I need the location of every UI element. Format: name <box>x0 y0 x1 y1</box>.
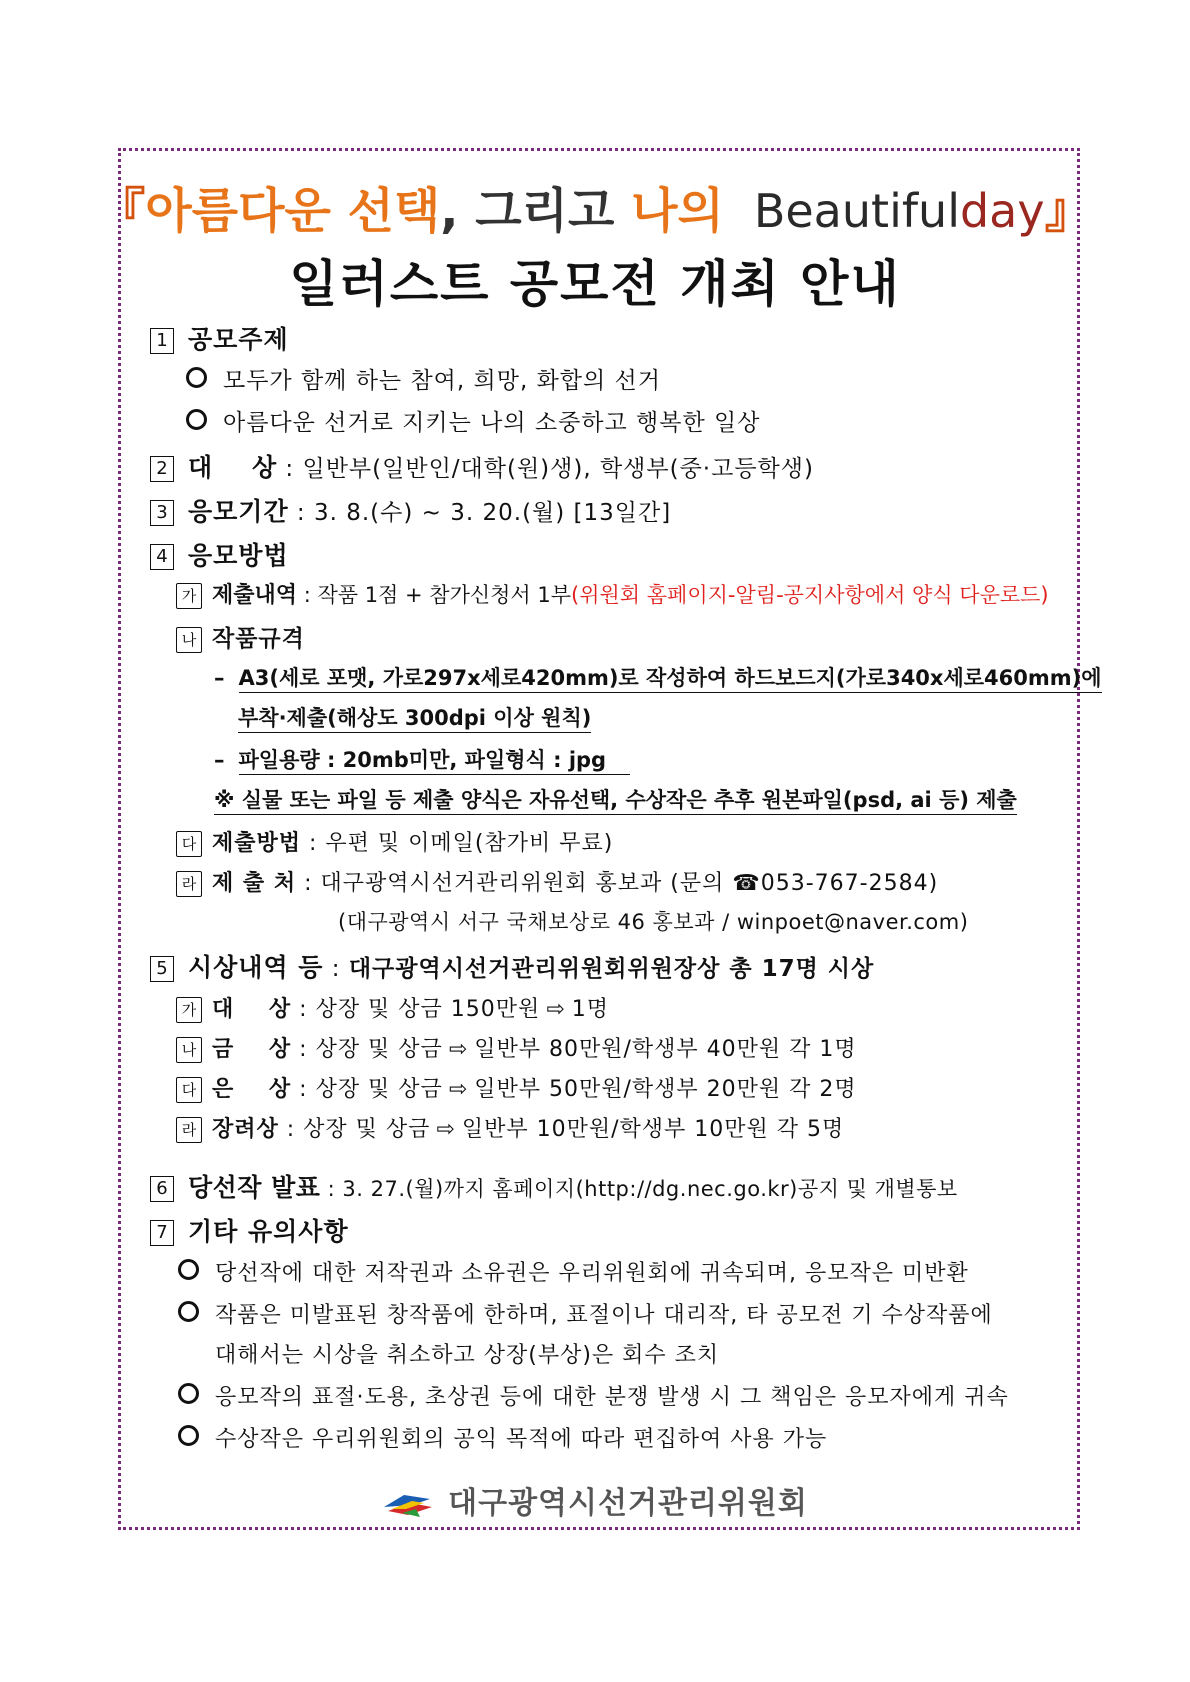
award-colon: : <box>278 1117 304 1142</box>
bullet-text: 아름다운 선거로 지키는 나의 소중하고 행복한 일상 <box>223 410 761 436</box>
section-2-text: 일반부(일반인/대학(원)생), 학생부(중·고등학생) <box>302 456 814 482</box>
title-bracket-open: 『 <box>97 183 146 239</box>
circle-bullet-icon <box>186 367 207 388</box>
section-2-number: 2 <box>150 456 174 482</box>
title-part1: 아름다운 선택 <box>145 183 441 239</box>
section-7-title: 기타 유의사항 <box>188 1217 349 1246</box>
circle-bullet-icon <box>186 409 207 430</box>
section-4-ra <box>176 866 938 897</box>
mark-da: 다 <box>176 831 202 857</box>
award-prize: 상장 및 상금 <box>303 1117 431 1142</box>
award-colon: : <box>291 1077 316 1102</box>
title-beautiful-text: Beautiful <box>753 184 960 238</box>
title-comma: , <box>440 183 476 239</box>
na-line-1b-text: 부착·제출(해상도 300dpi 이상 원칙) <box>238 706 591 733</box>
arrow-right-icon: ⇨ <box>436 1117 456 1142</box>
section-7-bullet-2 <box>178 1298 993 1329</box>
award-detail: 1명 <box>571 997 609 1022</box>
section-6-number: 6 <box>150 1176 174 1202</box>
section-2 <box>150 448 814 484</box>
s5-colon: : <box>323 956 349 982</box>
section-5-heading <box>150 948 874 984</box>
title-line-2: 일러스트 공모전 개최 안내 <box>289 255 901 313</box>
title-part2: 그리고 <box>475 183 632 239</box>
section-6 <box>150 1168 958 1204</box>
section-1-title: 공모주제 <box>188 325 289 354</box>
na-line-1 <box>214 662 1102 692</box>
award-prize: 상장 및 상금 <box>315 1037 443 1062</box>
award-label: 금 상 <box>212 1037 292 1062</box>
section-7-bullet-2-cont: 대해서는 시상을 취소하고 상장(부상)은 회수 조치 <box>215 1343 720 1368</box>
award-detail: 일반부 50만원/학생부 20만원 각 2명 <box>474 1077 857 1102</box>
award-silver <box>176 1072 857 1103</box>
dash-2: – <box>214 748 225 772</box>
mark-ra: 라 <box>176 871 202 897</box>
section-7-bullet-3 <box>178 1380 1009 1411</box>
arrow-right-icon: ⇨ <box>448 1037 469 1062</box>
title-day: day <box>959 184 1045 238</box>
arrow-right-icon: ⇨ <box>546 997 566 1022</box>
award-prize: 상장 및 상금 150만원 <box>315 997 541 1022</box>
section-2-colon: : <box>277 456 303 482</box>
dash-1: – <box>214 666 225 690</box>
na-label: 작품규격 <box>212 626 305 652</box>
bullet-text: 응모작의 표절·도용, 초상권 등에 대한 분쟁 발생 시 그 책임은 응모자에게 귀속 <box>215 1385 1009 1410</box>
section-5-text: 대구광역시선거관리위원회위원장상 총 17명 시상 <box>348 956 875 982</box>
section-1-number: 1 <box>150 328 174 354</box>
circle-bullet-icon <box>178 1259 199 1280</box>
section-5-number: 5 <box>150 956 174 982</box>
ra-address: (대구광역시 서구 국채보상로 46 홍보과 / winpoet@naver.com) <box>338 910 969 934</box>
s6-colon: : <box>320 1177 343 1201</box>
arrow-right-icon: ⇨ <box>448 1077 469 1102</box>
da-text: 우편 및 이메일(참가비 무료) <box>325 831 614 856</box>
mark-ga: 가 <box>176 997 202 1023</box>
ra-label: 제 출 처 <box>212 871 297 896</box>
award-detail: 일반부 80만원/학생부 40만원 각 1명 <box>474 1037 857 1062</box>
section-1-bullet-2 <box>186 404 760 437</box>
na-line-1-text: A3(세로 포맷, 가로297x세로420mm)로 작성하여 하드보드지(가로340x세로460mm)에 <box>239 666 1102 693</box>
section-3-colon: : <box>288 500 314 526</box>
bullet-text: 당선작에 대한 저작권과 소유권은 우리위원회에 귀속되며, 응모작은 미반환 <box>215 1261 969 1286</box>
award-prize: 상장 및 상금 <box>315 1077 443 1102</box>
title-bracket-close: 』 <box>1044 183 1093 239</box>
award-gold <box>176 1032 857 1063</box>
section-4-heading <box>150 536 289 572</box>
da-label: 제출방법 <box>212 831 302 856</box>
section-4-number: 4 <box>150 544 174 570</box>
section-4-da <box>176 826 613 857</box>
footer-org <box>0 1478 1190 1522</box>
mark-da: 다 <box>176 1077 202 1103</box>
mark-na: 나 <box>176 1037 202 1063</box>
section-3-title: 응모기간 <box>188 497 289 526</box>
award-encouragement <box>176 1112 844 1143</box>
section-7-bullet-1 <box>178 1256 969 1287</box>
title-part3: 나의 <box>631 183 724 239</box>
da-colon: : <box>301 831 326 856</box>
section-3-text: 3. 8.(수) ~ 3. 20.(월) [13일간] <box>313 500 672 526</box>
title-line-1 <box>0 172 1190 241</box>
award-grand <box>176 992 609 1023</box>
bullet-text: 작품은 미발표된 창작품에 한하며, 표절이나 대리작, 타 공모전 기 수상작품에 <box>215 1303 993 1328</box>
ga-label: 제출내역 <box>212 583 298 608</box>
award-colon: : <box>291 997 316 1022</box>
award-label: 장려상 <box>212 1117 279 1142</box>
section-4-title: 응모방법 <box>188 541 289 570</box>
section-6-title: 당선작 발표 <box>188 1173 321 1202</box>
section-7-heading <box>150 1212 349 1248</box>
circle-bullet-icon <box>178 1301 199 1322</box>
section-2-title: 대 상 <box>188 453 278 482</box>
footer-org-name: 대구광역시선거관리위원회 <box>448 1486 808 1521</box>
ga-text: 작품 1점 + 참가신청서 1부 <box>317 583 572 607</box>
award-label: 은 상 <box>212 1077 292 1102</box>
ra-text: 대구광역시선거관리위원회 홍보과 (문의 ☎053-767-2584) <box>320 871 939 896</box>
section-3 <box>150 492 671 528</box>
ra-colon: : <box>296 871 321 896</box>
section-3-number: 3 <box>150 500 174 526</box>
bullet-text: 모두가 함께 하는 참여, 희망, 화합의 선거 <box>223 368 661 394</box>
section-1-bullet-1 <box>186 362 661 395</box>
circle-bullet-icon <box>178 1383 199 1404</box>
circle-bullet-icon <box>178 1425 199 1446</box>
bullet-text: 수상작은 우리위원회의 공익 목적에 따라 편집하여 사용 가능 <box>215 1427 828 1452</box>
award-detail: 일반부 10만원/학생부 10만원 각 5명 <box>461 1117 845 1142</box>
section-5-title: 시상내역 등 <box>188 953 324 982</box>
award-colon: : <box>291 1037 316 1062</box>
section-4-na <box>176 620 305 653</box>
section-6-text: 3. 27.(월)까지 홈페이지(http://dg.nec.go.kr)공지 및 개별통보 <box>342 1177 958 1201</box>
mark-ra: 라 <box>176 1117 202 1143</box>
ga-red-note: (위원회 홈페이지-알림-공지사항에서 양식 다운로드) <box>571 583 1049 607</box>
section-7-bullet-4 <box>178 1422 827 1453</box>
election-commission-logo-icon <box>382 1489 434 1519</box>
section-7-number: 7 <box>150 1220 174 1246</box>
mark-ga: 가 <box>176 583 202 609</box>
na-note <box>214 784 1017 814</box>
mark-na: 나 <box>176 627 202 653</box>
na-line-2-text: 파일용량 : 20mb미만, 파일형식 : jpg <box>239 748 631 775</box>
na-line-1b <box>238 702 591 732</box>
section-1-heading <box>150 320 289 356</box>
na-note-text: ※ 실물 또는 파일 등 제출 양식은 자유선택, 수상작은 추후 원본파일(psd, ai 등) 제출 <box>214 788 1017 815</box>
section-4-ga <box>176 578 1049 609</box>
na-line-2 <box>214 744 630 774</box>
title-beautiful <box>754 184 1045 238</box>
ga-colon: : <box>297 583 318 607</box>
award-label: 대 상 <box>212 997 292 1022</box>
